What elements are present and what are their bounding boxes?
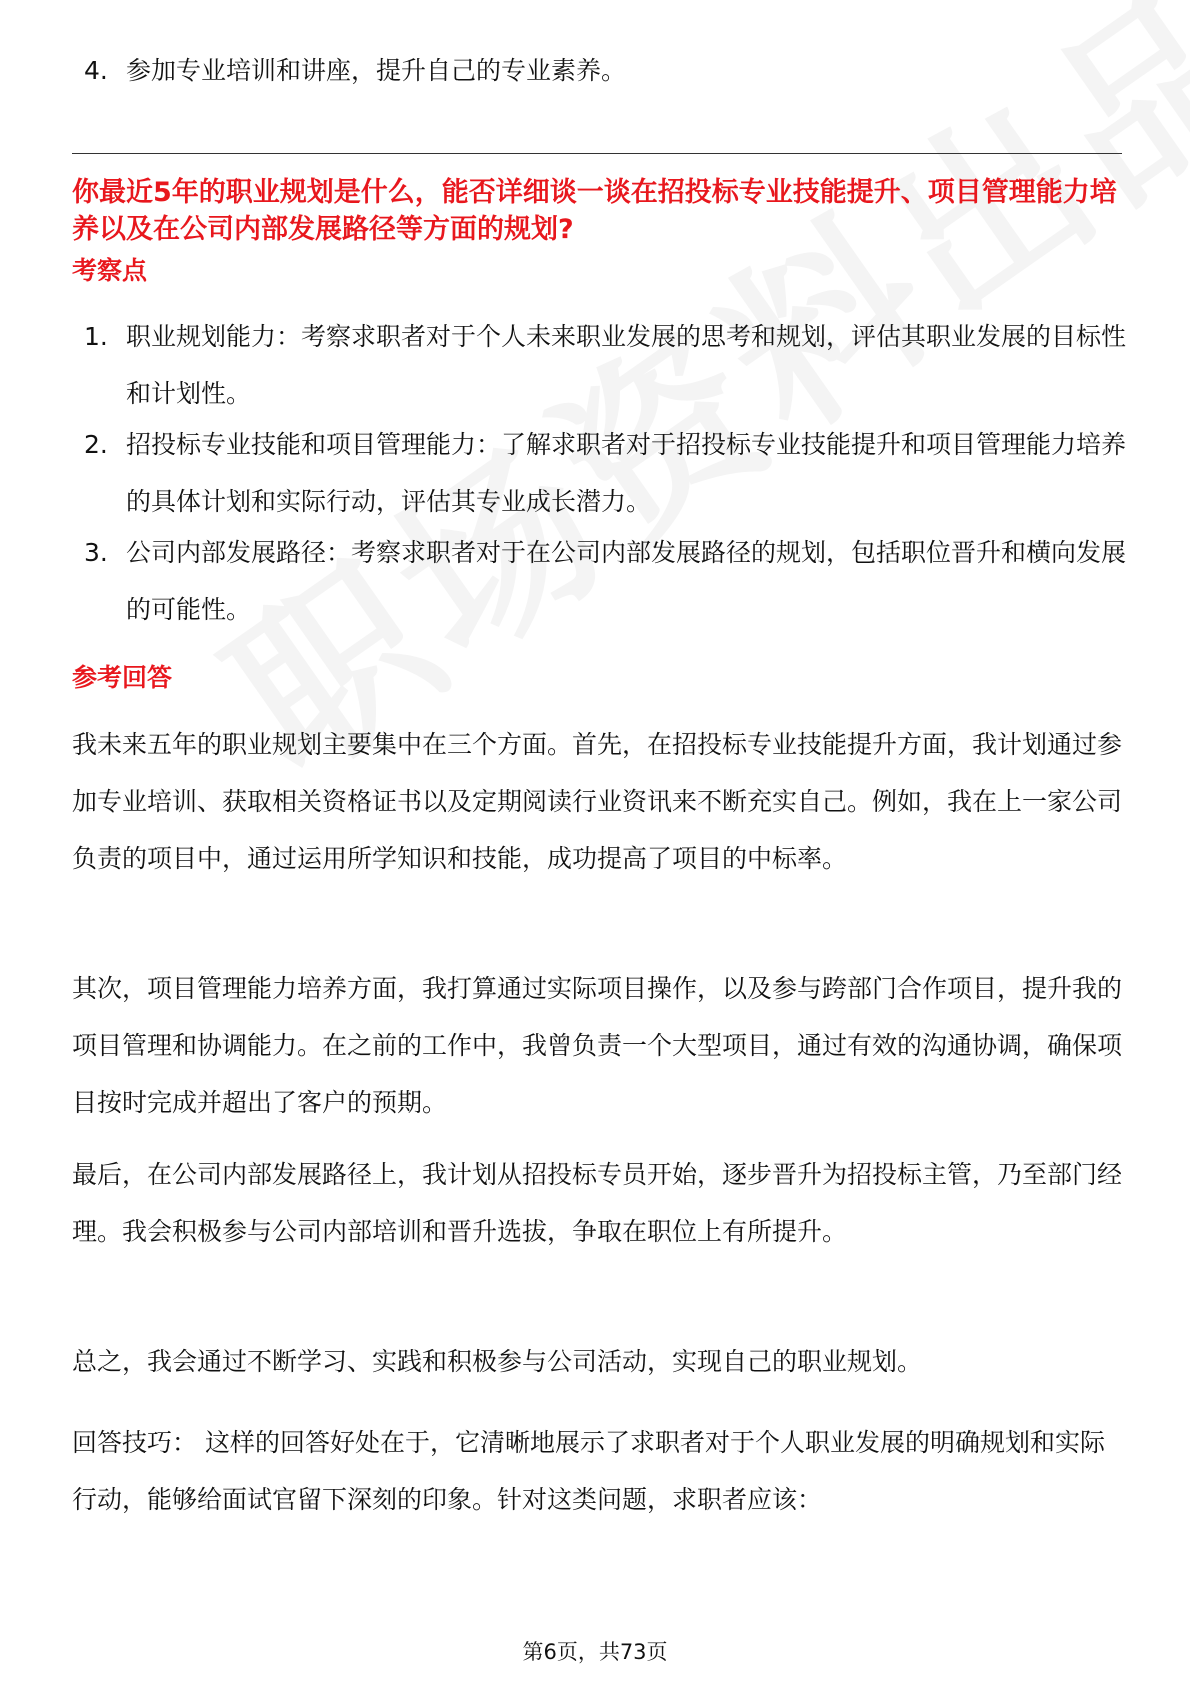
- answer-paragraph: 我未来五年的职业规划主要集中在三个方面。首先，在招投标专业技能提升方面，我计划通过参加专业培训、获取相关资格证书以及定期阅读行业资讯来不断充实自己。例如，我在上一家公司负责的项目中，通过运用所学知识和技能，成功提高了项目的中标率。: [72, 730, 1123, 873]
- answer-paragraph: 其次，项目管理能力培养方面，我打算通过实际项目操作，以及参与跨部门合作项目，提升我的项目管理和协调能力。在之前的工作中，我曾负责一个大型项目，通过有效的沟通协调，确保项目按时完成并超出了客户的预期。: [72, 974, 1123, 1117]
- question-heading: 你最近5年的职业规划是什么，能否详细谈一谈在招投标专业技能提升、项目管理能力培养以及在公司内部发展路径等方面的规划?: [72, 177, 1117, 245]
- assessment-heading: 考察点: [72, 256, 148, 285]
- list-item-text: 参加专业培训和讲座，提升自己的专业素养。: [126, 56, 627, 85]
- section-divider: [72, 153, 1122, 154]
- answer-paragraph: 总之，我会通过不断学习、实践和积极参与公司活动，实现自己的职业规划。: [72, 1347, 923, 1376]
- list-item-number: 2.: [84, 430, 108, 459]
- answer-paragraph: 最后，在公司内部发展路径上，我计划从招投标专员开始，逐步晋升为招投标主管，乃至部门经理。我会积极参与公司内部培训和晋升选拔，争取在职位上有所提升。: [72, 1160, 1123, 1246]
- answer-tips-paragraph: 回答技巧： 这样的回答好处在于，它清晰地展示了求职者对于个人职业发展的明确规划和实际行动，能够给面试官留下深刻的印象。针对这类问题，求职者应该：: [72, 1428, 1105, 1514]
- list-item-number: 4.: [84, 56, 108, 85]
- list-item-number: 1.: [84, 322, 108, 351]
- page-footer: 第6页，共73页: [522, 1640, 668, 1664]
- list-item-text: 职业规划能力：考察求职者对于个人未来职业发展的思考和规划，评估其职业发展的目标性和计划性。: [126, 322, 1127, 408]
- list-item-number: 3.: [84, 538, 108, 567]
- reference-answer-heading: 参考回答: [72, 663, 173, 692]
- list-item-text: 招投标专业技能和项目管理能力：了解求职者对于招投标专业技能提升和项目管理能力培养的具体计划和实际行动，评估其专业成长潜力。: [126, 430, 1127, 516]
- list-item-text: 公司内部发展路径：考察求职者对于在公司内部发展路径的规划，包括职位晋升和横向发展的可能性。: [126, 538, 1127, 624]
